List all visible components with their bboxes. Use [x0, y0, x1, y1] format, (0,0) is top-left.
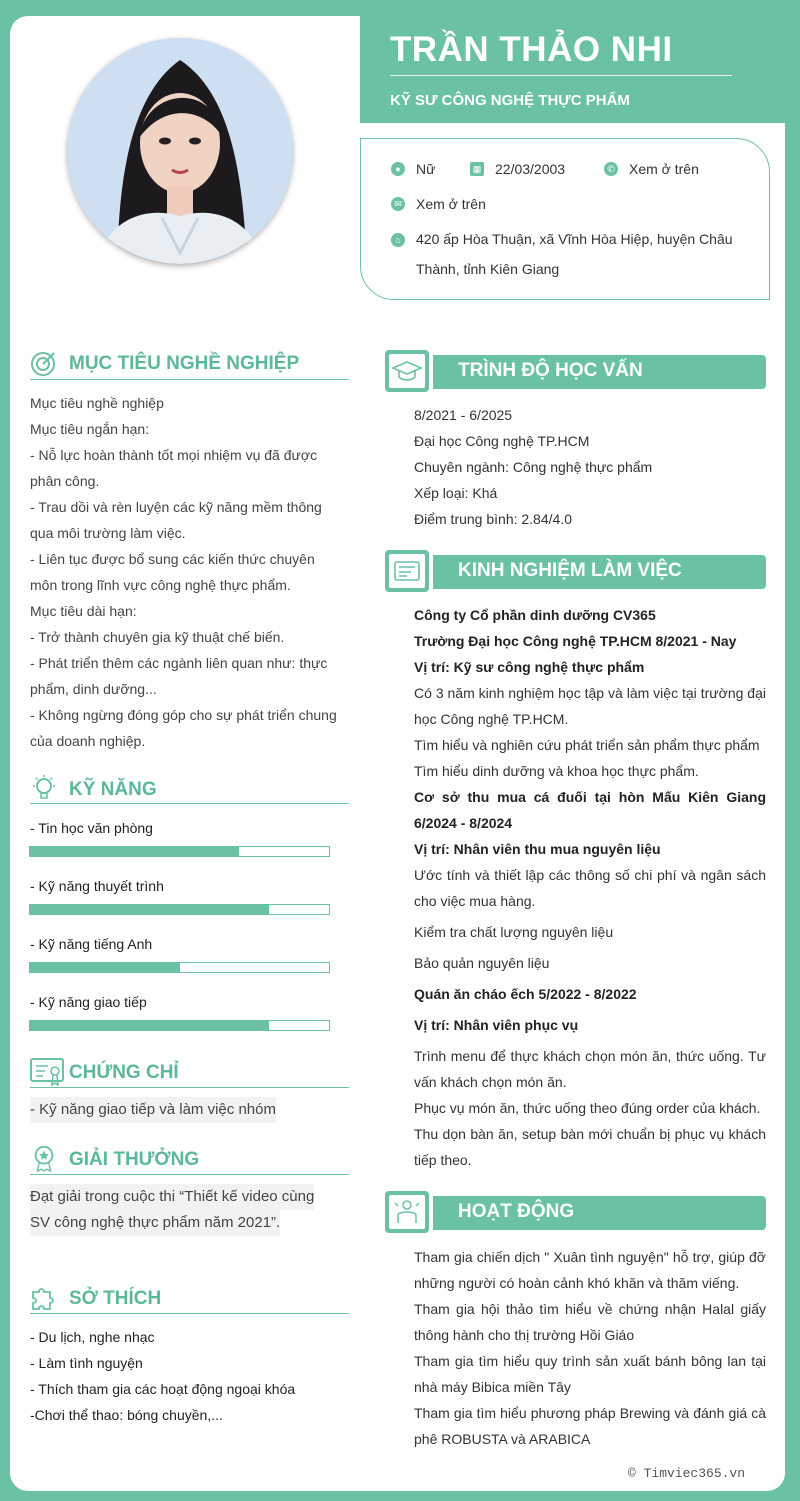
candidate-role: KỸ SƯ CÔNG NGHỆ THỰC PHẨM [390, 92, 630, 109]
hobbies-divider [30, 1313, 349, 1314]
objective-line: phân công. [30, 473, 100, 489]
objective-line: - Không ngừng đóng góp cho sự phát triển chung [30, 707, 337, 723]
name-divider [390, 75, 732, 76]
objective-line: - Trau dồi và rèn luyện các kỹ năng mềm thông [30, 499, 322, 515]
objective-text [30, 390, 350, 754]
activities-icon-box [385, 1191, 429, 1233]
phone-value: Xem ở trên [629, 161, 699, 177]
contact-email [391, 196, 486, 212]
experience-desc: Ước tính và thiết lập các thông số chi phí và ngân sách cho việc mua hàng. [414, 867, 766, 909]
skill-bar-fill [30, 905, 269, 914]
experience-desc: Có 3 năm kinh nghiệm học tập và làm việc tại trường đại học Công nghệ TP.HCM. [414, 685, 766, 727]
address-value: 420 ấp Hòa Thuận, xã Vĩnh Hòa Hiệp, huyện Châu Thành, tỉnh Kiên Giang [416, 231, 733, 277]
education-line: Chuyên ngành: Công nghệ thực phẩm [414, 459, 653, 475]
briefcase-icon [389, 554, 425, 588]
awards-divider [30, 1174, 349, 1175]
email-value: Xem ở trên [416, 196, 486, 212]
experience-desc: Phục vụ món ăn, thức uống theo đúng order của khách. [414, 1100, 761, 1116]
education-line: 8/2021 - 6/2025 [414, 407, 513, 423]
education-icon-inner [389, 354, 425, 388]
objective-line: Mục tiêu dài hạn: [30, 603, 137, 619]
skill-bar [29, 962, 330, 973]
education-line: Đại học Công nghệ TP.HCM [414, 433, 590, 449]
experience-icon-inner [389, 554, 425, 588]
skill-label: - Tin học văn phòng [30, 820, 153, 836]
objective-line: phẩm, dinh dưỡng... [30, 681, 157, 697]
hobby-line: - Du lịch, nghe nhạc [30, 1329, 155, 1345]
experience-title: KINH NGHIỆM LÀM VIỆC [458, 560, 682, 581]
certificate-text: - Kỹ năng giao tiếp và làm việc nhóm [30, 1097, 276, 1123]
awards-text [30, 1184, 314, 1236]
portrait-image [67, 38, 293, 264]
experience-school: Trường Đại học Công nghệ TP.HCM 8/2021 - Nay [414, 633, 737, 649]
skill-bar-fill [30, 847, 239, 856]
experience-header [385, 553, 766, 591]
skill-bar [29, 904, 330, 915]
hobby-line: - Làm tình nguyện [30, 1355, 143, 1371]
activities-header [385, 1194, 766, 1232]
experience-icon-box [385, 550, 429, 592]
certificates-divider [30, 1087, 349, 1088]
activities-text [414, 1244, 766, 1452]
calendar-icon: ▦ [470, 162, 484, 176]
contact-phone [604, 161, 699, 177]
experience-desc: Thu dọn bàn ăn, setup bàn mới chuẩn bị phục vụ khách tiếp theo. [414, 1126, 766, 1168]
skill-bar [29, 1020, 330, 1031]
contact-gender [391, 161, 435, 177]
contact-address [391, 231, 736, 284]
hobbies-title: SỞ THÍCH [69, 1288, 162, 1309]
education-line: Xếp loại: Khá [414, 485, 498, 501]
contact-birthdate [470, 161, 565, 177]
objective-line: - Nỗ lực hoàn thành tốt mọi nhiệm vụ đã được [30, 447, 318, 463]
objective-line: - Trở thành chuyên gia kỹ thuật chế biến. [30, 629, 285, 645]
activity-item: Tham gia tìm hiểu phương pháp Brewing và đánh giá cà phê ROBUSTA và ARABICA [414, 1405, 766, 1447]
puzzle-icon [30, 1284, 58, 1312]
experience-desc: Bảo quản nguyên liệu [414, 955, 550, 971]
activity-item: Tham gia tìm hiểu quy trình sản xuất bánh bông lan tại nhà máy Bibica miền Tây [414, 1353, 766, 1395]
skill-label: - Kỹ năng giao tiếp [30, 994, 147, 1010]
activities-icon-inner [389, 1195, 425, 1229]
experience-desc: Kiểm tra chất lượng nguyên liệu [414, 924, 614, 940]
experience-desc: Trình menu để thực khách chọn món ăn, thức uống. Tư vấn khách chọn món ăn. [414, 1048, 766, 1090]
hobbies-text [30, 1324, 295, 1428]
hobby-line: - Thích tham gia các hoạt động ngoại khóa [30, 1381, 296, 1397]
award-line: SV công nghệ thực phẩm năm 2021”. [30, 1210, 280, 1236]
skill-label: - Kỹ năng thuyết trình [30, 878, 164, 894]
objective-line: - Phát triển thêm các ngành liên quan như: thực [30, 655, 328, 671]
hobby-line: -Chơi thể thao: bóng chuyền,... [30, 1407, 223, 1423]
objective-line: của doanh nghiệp. [30, 733, 146, 749]
home-icon: ⌂ [391, 233, 405, 247]
certificates-title: CHỨNG CHỈ [69, 1062, 179, 1083]
education-text [414, 402, 766, 532]
experience-company: Quán ăn cháo ếch 5/2022 - 8/2022 [414, 986, 637, 1002]
activities-title: HOẠT ĐỘNG [458, 1201, 575, 1222]
person-icon: ● [391, 162, 405, 176]
footer-watermark: © Timviec365.vn [628, 1466, 746, 1481]
objective-line: Mục tiêu ngắn hạn: [30, 421, 150, 437]
experience-position: Vị trí: Kỹ sư công nghệ thực phẩm [414, 659, 645, 675]
objective-title: MỤC TIÊU NGHỀ NGHIỆP [69, 353, 300, 374]
graduation-cap-icon [389, 354, 425, 388]
experience-desc: Tìm hiểu và nghiên cứu phát triển sản phẩm thực phẩm [414, 737, 760, 753]
phone-icon: ✆ [604, 162, 618, 176]
activities-icon [389, 1195, 425, 1229]
skills-title: KỸ NĂNG [69, 779, 157, 800]
experience-desc: Tìm hiểu dinh dưỡng và khoa học thực phẩm. [414, 763, 699, 779]
award-icon [30, 1144, 58, 1172]
certificate-icon [30, 1057, 64, 1087]
award-line: Đạt giải trong cuộc thi “Thiết kế video cùng [30, 1184, 314, 1210]
experience-position: Vị trí: Nhân viên thu mua nguyên liệu [414, 841, 661, 857]
skill-label: - Kỹ năng tiếng Anh [30, 936, 153, 952]
experience-position: Vị trí: Nhân viên phục vụ [414, 1017, 579, 1033]
education-icon-box [385, 350, 429, 392]
skills-divider [30, 803, 349, 804]
profile-photo [67, 38, 293, 264]
objective-line: Mục tiêu nghề nghiệp [30, 395, 164, 411]
email-icon: ✉ [391, 197, 405, 211]
education-title: TRÌNH ĐỘ HỌC VẤN [458, 360, 643, 381]
activity-item: Tham gia chiến dịch " Xuân tình nguyện" hỗ trợ, giúp đỡ những người có hoàn cảnh khó khăn và thăm viếng. [414, 1249, 766, 1291]
education-header [385, 353, 766, 391]
candidate-name: TRẦN THẢO NHI [390, 30, 673, 69]
skill-bar-fill [30, 963, 180, 972]
objective-line: môn trong lĩnh vực công nghệ thực phẩm. [30, 577, 291, 593]
experience-text [414, 602, 766, 1173]
experience-company: Công ty Cổ phần dinh dưỡng CV365 [414, 607, 656, 623]
objective-divider [30, 379, 349, 380]
experience-company: Cơ sở thu mua cá đuối tại hòn Mấu Kiên Giang 6/2024 - 8/2024 [414, 789, 766, 831]
skill-bar-fill [30, 1021, 269, 1030]
gender-value: Nữ [416, 161, 436, 177]
awards-title: GIẢI THƯỞNG [69, 1149, 200, 1170]
objective-line: - Liên tục được bổ sung các kiến thức chuyên [30, 551, 315, 567]
skill-bar [29, 846, 330, 857]
objective-line: qua môi trường làm việc. [30, 525, 186, 541]
activity-item: Tham gia hội thảo tìm hiểu về chứng nhận Halal giấy thông hành cho thị trường Hồi Giáo [414, 1301, 766, 1343]
education-line: Điểm trung bình: 2.84/4.0 [414, 511, 572, 527]
lightbulb-icon [30, 774, 58, 802]
birthdate-value: 22/03/2003 [495, 161, 566, 177]
target-icon [30, 350, 58, 378]
